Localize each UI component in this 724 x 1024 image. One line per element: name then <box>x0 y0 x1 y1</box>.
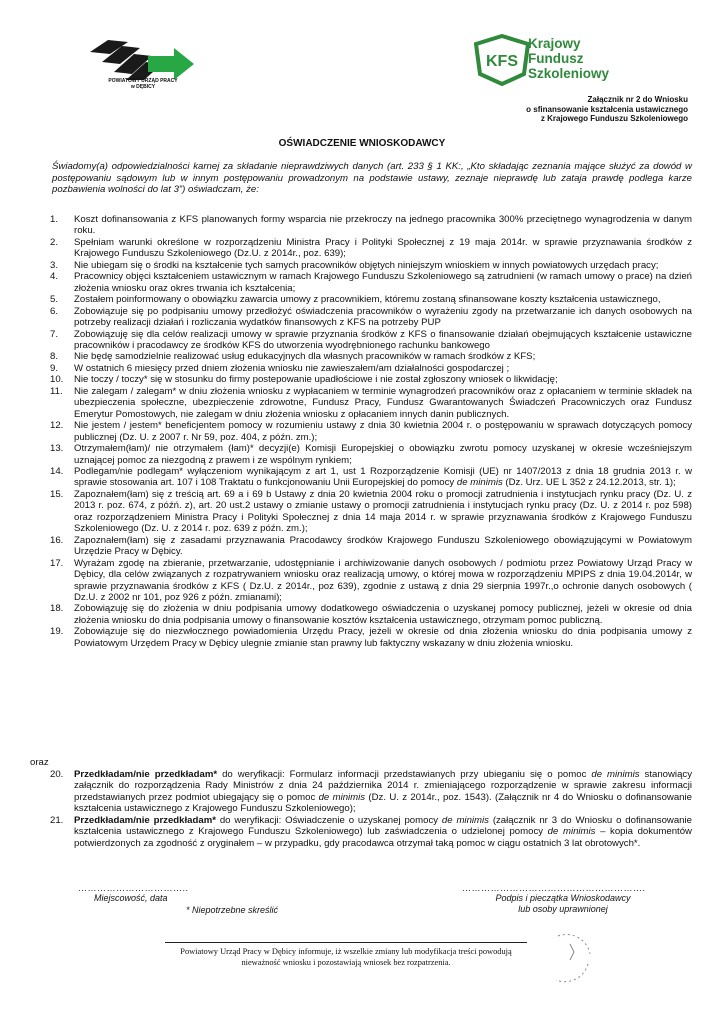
kfs-name <box>528 36 609 81</box>
list-item <box>28 306 692 329</box>
stamp-graphic <box>540 930 596 986</box>
signature-label-line-2: lub osoby uprawnionej <box>518 904 608 914</box>
item-text: Nie jestem / jestem* beneficjentem pomocy w rozumieniu ustawy z dnia 30 kwietnia 2004 r. o postępowaniu w sprawach dotyczących pomocy publicznej (Dz. U. z 2007 r. Nr 59, poz. 404, z późn. zm.); <box>74 420 692 443</box>
list-item <box>28 351 692 362</box>
item-number: 16. <box>50 534 64 546</box>
list-item <box>28 329 692 352</box>
footer-line-2: nieważność wniosku i pozostawiają wniosek bez rozpatrzenia. <box>241 957 451 967</box>
annex-line-2: o sfinansowanie kształcenia ustawicznego <box>526 104 688 114</box>
kfs-name-line-1: Krajowy <box>528 36 581 51</box>
item-text-em: de minimis <box>456 477 503 489</box>
strike-note: * Niepotrzebne skreślić <box>186 905 279 915</box>
item-number: 21. <box>50 814 64 826</box>
kfs-name-line-3: Szkoleniowy <box>528 66 610 81</box>
footer-divider <box>165 942 527 943</box>
item-text: Otrzymałem(łam)/ nie otrzymałem (łam)* decyzji(e) Komisji Europejskiej o obowiązku zwrotu pomocy uzyskanej w okresie wcześniejszym uznającej pomoc za niezgodną z prawem i ze wspólnym rynkiem; <box>74 443 692 466</box>
item-text-em2: de minimis <box>318 791 366 803</box>
item-number: 18. <box>50 603 64 615</box>
item-text: Nie będę samodzielnie realizować usług edukacyjnych dla własnych pracowników w ramach środków z KFS; <box>74 351 536 363</box>
pup-logo-text <box>84 78 202 90</box>
item-text-em2: de minimis <box>547 826 596 838</box>
item-text: Zobowiązuje się do niezwłocznego powiadomienia Urzędu Pracy, jeżeli w okresie od dnia złożenia wniosku do dnia podpisania umowy z Powiatowym Urzędem Pracy w Dębicy ulegnie zmianie stan prawny lub faktyczny wskazany w dniu złożenia wniosku. <box>74 626 692 649</box>
item-number: 4. <box>50 271 59 283</box>
item-number: 6. <box>50 305 59 317</box>
item-number: 9. <box>50 362 59 374</box>
item-text-mid: stanowiący załącznik do rozporządzenia Rady Ministrów z dnia 24 października 2014 r. zmieniającego rozporządzenie w sprawie zakresu informacji przedstawianych przez podmiot ubiegający się o pomoc <box>74 769 692 803</box>
kfs-name-line-2: Fundusz <box>528 51 584 66</box>
oraz-label: oraz <box>30 757 49 768</box>
item-text: W ostatnich 6 miesięcy przed dniem złożenia wniosku nie zawieszałem/am działalności gospodarczej ; <box>74 362 510 374</box>
list-item <box>28 294 692 305</box>
list-item <box>28 260 692 271</box>
list-item <box>28 420 692 443</box>
item-number: 7. <box>50 328 59 340</box>
item-text-post: (Dz. Urz. UE L 352 z 24.12.2013, str. 1); <box>502 477 676 489</box>
item-number: 19. <box>50 626 64 638</box>
item-text: Nie toczy / toczy* się w stosunku do firmy postepowanie upadłościowe i nie został zgłoszony wniosek o likwidację; <box>74 374 558 386</box>
item-text: Zobowiązuję się do złożenia w dniu podpisania umowy dodatkowego oświadczenia o uzyskanej pomocy publicznej, jeżeli w okresie od dnia złożenia wniosku do dnia podpisania umowy o finansowanie kosztów kształcenia ustawicznego, otrzymam pomoc publiczną. <box>74 603 692 626</box>
signature-line: …………………………………………………. <box>462 883 646 893</box>
annex-line-1: Załącznik nr 2 do Wniosku <box>587 95 688 104</box>
item-text-em: de minimis <box>441 814 489 826</box>
item-number: 20. <box>50 769 64 780</box>
list-item <box>28 558 692 604</box>
item-text: Spełniam warunki określone w rozporządzeniu Ministra Pracy i Polityki Społecznej z 19 maja 2014r. w sprawie przyznawania środków z Krajowego Funduszu Szkoleniowego (Dz.U. z 2014r., poz. 639); <box>74 236 692 260</box>
list-item <box>28 386 692 420</box>
item-number: 1. <box>50 214 59 225</box>
list-item <box>28 603 692 626</box>
item-text: Pracownicy objęci kształceniem ustawicznym w ramach Krajowego Funduszu Szkoleniowego są zatrudnieni (w ramach umowy o prace) na dzień złożenia wniosku oraz okres trwania ich kształcenia; <box>74 271 692 294</box>
item-number: 3. <box>50 259 59 271</box>
item-number: 10. <box>50 374 64 386</box>
item-text-post: (Dz. U. z 2014r., poz. 1543). (Załącznik nr 4 do Wniosku o dofinansowanie kształcenia ustawicznego z Krajowego Funduszu Szkoleniowego); <box>74 791 692 815</box>
place-date-line: …………………………….. <box>78 883 189 893</box>
item-text: Nie ubiegam się o środki na kształcenie tych samych pracowników objętych niniejszym wnioskiem w innych powiatowych urzędach pracy; <box>74 259 659 271</box>
item-text: Zostałem poinformowany o obowiązku zawarcia umowy z pracownikiem, któremu zostaną sfinansowane koszty kształcenia ustawicznego, <box>74 294 661 306</box>
item-text: Zobowiązuje się po podpisaniu umowy przedłożyć oświadczenia pracowników o wyrażeniu zgody na przetwarzanie ich danych osobowych na potrzeby realizacji działań i rozliczania wydatków finansowych z KFS na potrzeby PUP <box>74 305 692 329</box>
item-text: Zobowiązuję się dla celów realizacji umowy w sprawie przyznania środków z KFS o finansowanie działań obejmujących kształcenie ustawiczne pracowników i pracodawcy ze środków KFS do utworzenia wyodrębnionego rachunku bankowego <box>74 328 692 351</box>
item-text-pre: Podlegam/nie podlegam* wyłączeniom wynikającym z art 1, ust 1 Rozporządzenie Komisji (UE) nr 1407/2013 z dnia 18 grudnia 2013 r. w sprawie stosowania art. 107 i 108 Traktatu o funkcjonowaniu Unii Europejskiej do pomocy <box>74 465 692 489</box>
item-text: Wyrażam zgodę na zbieranie, przetwarzanie, udostępnianie i archiwizowanie danych osobowych / podmiotu przez Powiatowy Urząd Pracy w Dębicy, dla celów związanych z rozpatrywaniem wniosku oraz realizacją umowy, o której mowa w rozporządzeniu MPIPS z dnia 19.04.2014r, w sprawie przyznawania środków z KFS ( Dz.U. z 2014r., poz 639), zgodnie z ustawą z dnia 29 sierpnia 1997r.,o ochronie danych osobowych ( Dz.U. z 2002 nr 101, poz 926 z późn. zmianami); <box>74 557 692 603</box>
list-item <box>28 626 692 649</box>
item-text-mid: (załącznik nr 3 do Wniosku o dofinansowanie kształcenia ustawicznego z Krajowego Funduszu Szkoleniowego) lub zaświadczenia o udzielonej pomocy <box>74 814 692 838</box>
list-item <box>28 374 692 385</box>
item-text-em: de minimis <box>591 769 640 780</box>
footer-line-1: Powiatowy Urząd Pracy w Dębicy informuje, iż wszelkie zmiany lub modyfikacja treści powodują <box>180 947 512 956</box>
document-title: OŚWIADCZENIE WNIOSKODAWCY <box>278 138 446 149</box>
item-number: 17. <box>50 557 64 569</box>
item-text: Koszt dofinansowania z KFS planowanych formy wsparcia nie przekroczy na jednego pracownika 300% przeciętnego wynagrodzenia w danym roku. <box>74 214 692 237</box>
item-text-pre: do weryfikacji: Formularz informacji przedstawianych przy ubieganiu się o pomoc <box>217 769 592 780</box>
item-number: 13. <box>50 443 64 455</box>
intro-paragraph: Świadomy(a) odpowiedzialności karnej za składanie nieprawdziwych danych (art. 233 § 1 KK:, „Kto składając zeznania mające służyć za dowód w postępowaniu sądowym lub w innym postępowaniu prowadzonym na podstawie ustawy, zeznaje nieprawdę lub zataja prawdę podlega karze pozbawienia wolności do lat 3”) oświadczam, że: <box>52 161 692 196</box>
item-text-bold: Przedkładam/nie przedkładam* <box>74 769 218 780</box>
list-item <box>28 489 692 535</box>
list-item <box>28 271 692 294</box>
list-item <box>28 214 692 237</box>
item-text: Nie zalegam / zalegam* w dniu złożenia wniosku z wypłacaniem w terminie wynagrodzeń pracowników oraz z opłacaniem w terminie składek na ubezpieczenia społeczne, ubezpieczenie zdrowotne, Fundusz Pracy, Fundusz Gwarantowanych Świadczeń Pracowniczych oraz Fundusz Emerytur Pomostowych, nie zalegam w dniu złożenia wniosku z opłacaniem innych danin publicznych. <box>74 385 692 420</box>
footer-note <box>165 947 527 968</box>
list-item <box>28 815 692 849</box>
verification-list <box>28 769 692 849</box>
item-number: 11. <box>50 385 63 397</box>
pup-logo-line-1: POWIATOWY URZĄD PRACY <box>108 78 178 84</box>
place-date-label: Miejscowość, data <box>94 893 168 903</box>
item-text: Zapoznałem(łam) się z treścią art. 69 a i 69 b Ustawy z dnia 20 kwietnia 2004 roku o promocji zatrudnienia i instytucjach rynku pracy (Dz. U. z 2013 r. poz. 674, z późń. z), art. 20 ust.2 ustawy o zmianie ustawy o promocji zatrudnienia i instytucjach rynku pracy (Dz. U. z 2014 r. poz 598) oraz rozporządzeniem Ministra Pracy i Polityki Społecznej z dnia 14 maja 2014 r. w sprawie przyznawania środków z Krajowego Funduszu Szkoleniowego (Dz. U. z 2014 r. poz. 639 z późn. zm.); <box>74 488 692 535</box>
signature-label-line-1: Podpis i pieczątka Wnioskodawcy <box>495 893 631 903</box>
list-item <box>28 237 692 260</box>
item-number: 2. <box>50 236 59 248</box>
item-text-bold: Przedkładam/nie przedkładam* <box>74 814 216 826</box>
item-number: 12. <box>50 420 64 432</box>
item-number: 15. <box>50 488 64 500</box>
annex-line-3: z Krajowego Funduszu Szkoleniowego <box>540 114 688 124</box>
list-item <box>28 363 692 374</box>
item-text-post: – kopia dokumentów potwierdzonych za zgodność z oryginałem – w przypadku, gdy pracodawca otrzymał taką pomoc w ciągu ostatnich 3 lat obrotowych*. <box>74 826 692 849</box>
list-item <box>28 443 692 466</box>
item-number: 14. <box>50 465 64 477</box>
annex-label <box>526 95 688 124</box>
item-text-pre: do weryfikacji: Oświadczenie o uzyskanej pomocy <box>215 814 442 826</box>
item-number: 8. <box>50 351 59 363</box>
signature-label <box>488 893 638 915</box>
list-item <box>28 535 692 558</box>
kfs-logo-short: KFS <box>486 53 518 70</box>
pup-logo-line-2: w DĘBICY <box>130 84 156 90</box>
declaration-list <box>28 214 692 649</box>
list-item <box>28 466 692 489</box>
kfs-logo-graphic <box>472 34 532 86</box>
item-number: 5. <box>50 294 59 306</box>
list-item <box>28 769 692 815</box>
item-text: Zapoznałem(łam) się z zasadami przyznawania Pracodawcy środków Krajowego Funduszu Szkoleniowego obowiązującymi w Powiatowym Urzędzie Pracy w Dębicy. <box>74 534 692 558</box>
